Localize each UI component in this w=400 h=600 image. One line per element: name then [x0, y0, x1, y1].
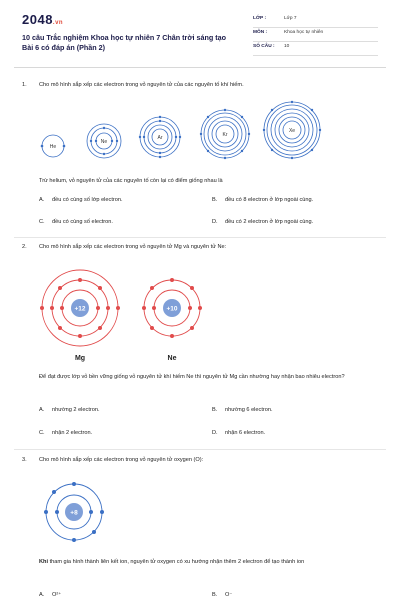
- option-text: nhận 2 electron.: [52, 430, 93, 436]
- option-letter: B.: [212, 407, 218, 413]
- option-letter: A.: [39, 592, 45, 598]
- q2-option-d[interactable]: [212, 430, 265, 436]
- meta-value: 10: [284, 44, 290, 49]
- question-separator: [14, 237, 386, 238]
- question-2-prompt: Để đạt được lớp vỏ bền vững giống vỏ nguyên tử khí hiếm Ne thì nguyên tử Mg cần nhường hay nhận bao nhiêu electron?: [39, 374, 345, 380]
- option-letter: A.: [39, 197, 45, 203]
- option-letter: C.: [39, 219, 45, 225]
- option-letter: B.: [212, 592, 218, 598]
- option-text: O⁻: [225, 592, 233, 598]
- question-1-prompt: Trừ helium, vỏ nguyên tử của các nguyên tố còn lại có điểm giống nhau là: [39, 178, 223, 184]
- meta-row-count: [253, 42, 378, 56]
- q2-option-a[interactable]: [39, 407, 100, 413]
- prompt-text: tham gia hình thành liên kết ion, nguyên tử oxygen có xu hướng nhận thêm 2 electron để tạo thành ion: [48, 559, 305, 565]
- q2-option-b[interactable]: [212, 407, 273, 413]
- atom-label: Xe: [288, 128, 296, 134]
- document-title: 10 câu Trắc nghiệm Khoa học tự nhiên 7 Chân trời sáng tạo Bài 6 có đáp án (Phần 2): [22, 33, 227, 52]
- q1-option-c[interactable]: [39, 219, 113, 225]
- logo-suffix: .vn: [52, 20, 64, 26]
- question-3-prompt: [39, 557, 384, 568]
- prompt-bold: Khi: [39, 559, 49, 565]
- question-number: 1.: [22, 82, 27, 88]
- option-text: đều có 8 electron ở lớp ngoài cùng.: [225, 197, 314, 203]
- q1-option-a[interactable]: [39, 197, 123, 203]
- atom-he: [41, 135, 66, 157]
- atom-label: Ne: [100, 139, 108, 145]
- mg-ne-diagram: [36, 262, 216, 370]
- q3-option-a[interactable]: [39, 592, 61, 598]
- q2-option-c[interactable]: [39, 430, 92, 436]
- document-meta: [253, 14, 378, 56]
- oxygen-diagram: [38, 472, 118, 552]
- question-number: 2.: [22, 244, 27, 250]
- option-letter: D.: [212, 430, 218, 436]
- atom-label: Ne: [167, 355, 177, 362]
- atom-label: He: [49, 144, 57, 150]
- atom-xe: [263, 101, 321, 159]
- meta-key: MÔN :: [253, 30, 268, 35]
- q1-option-b[interactable]: [212, 197, 313, 203]
- option-text: O²⁺: [52, 592, 62, 598]
- meta-row-class: [253, 14, 378, 28]
- atom-label: Mg: [74, 355, 86, 362]
- atom-kr: [200, 109, 250, 159]
- option-text: đều có cùng số lớp electron.: [52, 197, 123, 203]
- atom-mg: [40, 270, 120, 362]
- option-text: nhận 6 electron.: [225, 430, 266, 436]
- option-text: đều có cùng số electron.: [52, 219, 113, 225]
- atom-ne: [142, 278, 202, 362]
- site-logo[interactable]: [22, 12, 63, 27]
- option-text: nhường 2 electron.: [52, 407, 100, 413]
- option-letter: C.: [39, 430, 45, 436]
- logo-text: 2048: [22, 12, 53, 27]
- option-letter: B.: [212, 197, 218, 203]
- atom-label: Kr: [222, 132, 228, 138]
- nucleus-charge: +12: [74, 305, 86, 313]
- question-number: 3.: [22, 457, 27, 463]
- meta-row-subject: [253, 28, 378, 42]
- option-text: nhường 6 electron.: [225, 407, 273, 413]
- noble-gas-diagram: [30, 100, 330, 172]
- header-divider: [14, 67, 386, 68]
- question-text: Cho mô hình sắp xếp các electron trong vỏ nguyên tử oxygen (O):: [39, 457, 204, 463]
- option-text: đều có 2 electron ở lớp ngoài cùng.: [225, 219, 314, 225]
- meta-key: SỐ CÂU :: [253, 44, 275, 49]
- question-text: Cho mô hình sắp xếp các electron trong vỏ nguyên tử của các nguyên tố khí hiếm.: [39, 82, 244, 88]
- atom-label: Ar: [157, 135, 163, 141]
- question-text: Cho mô hình sắp xếp các electron trong vỏ nguyên tử Mg và nguyên tử Ne:: [39, 244, 227, 250]
- option-letter: D.: [212, 219, 218, 225]
- meta-value: Lớp 7: [284, 16, 297, 21]
- option-letter: A.: [39, 407, 45, 413]
- meta-value: Khoa học tự nhiên: [284, 30, 324, 35]
- nucleus-charge: +10: [166, 305, 178, 313]
- nucleus-charge: +8: [70, 509, 78, 517]
- atom-ar: [139, 116, 181, 158]
- meta-key: LỚP :: [253, 16, 267, 21]
- atom-ne: [87, 124, 121, 158]
- q3-option-b[interactable]: [212, 592, 232, 598]
- question-separator: [14, 449, 386, 450]
- page-header: [0, 0, 400, 66]
- q1-option-d[interactable]: [212, 219, 313, 225]
